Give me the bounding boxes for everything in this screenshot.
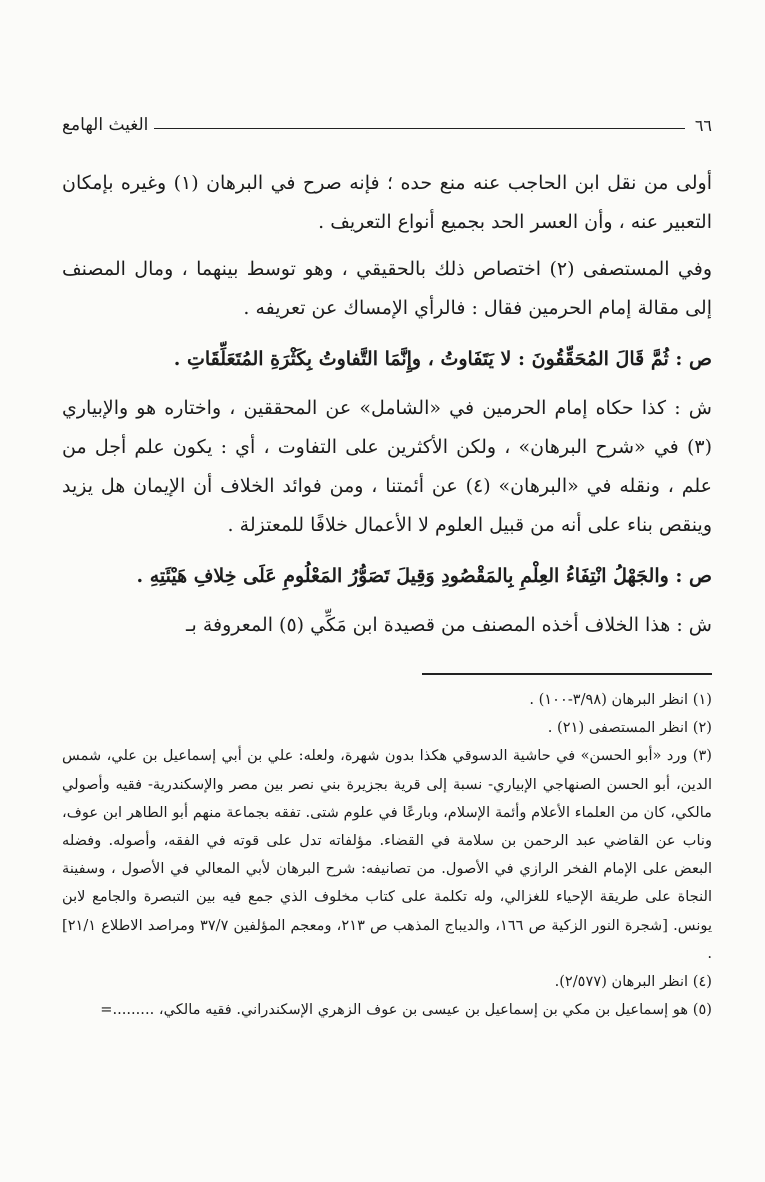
paragraph: ش : كذا حكاه إمام الحرمين في «الشامل» عن المحققين ، واختاره هو والإبياري (٣) في «شرح البرهان» ، ولكن الأكثرين على التفاوت ، أي : يكون علم أجل من علم ، ونقله في «البرهان» (٤) عن أئمتنا ، ومن فوائد الخلاف أن الإيمان هل يزيد وينقص بناء على أنه من قبيل العلوم لا الأعمال خلافًا للمعتزلة .: [62, 397, 712, 536]
footnote-separator: [422, 673, 712, 678]
footnote: (١) انظر البرهان (٣/٩٨-١٠٠) .: [529, 691, 712, 708]
footnote: (٤) انظر البرهان (٢/٥٧٧).: [554, 973, 712, 991]
footnote: (٣) ورد «أبو الحسن» في حاشية الدسوقي هكذا بدون شهرة، ولعله: علي بن أبي إسماعيل بن علي، شمس الدين، أبو الحسن الصنهاجي الإبياري- نسبة إلى قرية بجزيرة بني نصر بين مصر والإسكندرية- فقيه وأصولي مالكي، كان من العلماء الأعلام وأئمة الإسلام، وبارعًا في علوم شتى. تفقه بجماعة منهم أبو الطاهر ابن عوف، وناب عن القاضي عبد الرحمن بن سلامة في القضاء. مؤلفاته تدل على قوته في الفقه، وأصوله. وفضله البعض على الإمام الفخر الرازي في الأصول. من تصانيفه: شرح البرهان لأبي المعالي في الأصول ، وسفينة النجاة على طريقة الإحياء للغزالي، وله تكلمة على كتاب مخلوف الذي جمع فيه بين التبصرة والجامع لابن يونس. [شجرة النور الزكية ص ١٦٦، والديباج المذهب ص ٢١٣، ومعجم المؤلفين ٣٧/٧ ومراصد الاطلاع ٢١/١] .: [62, 747, 713, 962]
matn-text: ص : ثُمَّ قَالَ المُحَقِّقُونَ : لا يَتَفَاوتُ ، وإِنَّمَا التَّفاوتُ بِكَثْرَةِ المُتَعَلِّقَاتِ .: [173, 348, 712, 370]
main-text: [62, 164, 712, 645]
header-rule: [154, 128, 684, 129]
page-number: ٦٦: [694, 115, 712, 135]
running-title: الغيث الهامع: [62, 115, 149, 135]
paragraph: أولى من نقل ابن الحاجب عنه منع حده ؛ فإنه صرح في البرهان (١) وغيره بإمكان التعبير عنه ، وأن العسر الحد بجميع أنواع التعريف .: [62, 172, 712, 233]
paragraph: وفي المستصفى (٢) اختصاص ذلك بالحقيقي ، وهو توسط بينهما ، ومال المصنف إلى مقالة إمام الحرمين فقال : فالرأي الإمساك عن تعريفه .: [62, 258, 712, 319]
footnote: (٥) هو إسماعيل بن مكي بن إسماعيل بن عيسى بن عوف الزهري الإسكندراني. فقيه مالكي، .........=: [100, 1001, 712, 1019]
page: [62, 108, 712, 1024]
footnotes: [62, 686, 712, 1024]
running-header: [62, 108, 712, 142]
matn-text: ص : والجَهْلُ انْتِفَاءُ العِلْمِ بِالمَقْصُودِ وَقِيلَ تَصَوُّرُ المَعْلُومِ عَلَى خِلافِ هَيْئَتِهِ .: [136, 565, 712, 587]
paragraph: ش : هذا الخلاف أخذه المصنف من قصيدة ابن مَكِّي (٥) المعروفة بـ: [185, 614, 712, 636]
footnote: (٢) انظر المستصفى (٢١) .: [547, 719, 712, 737]
